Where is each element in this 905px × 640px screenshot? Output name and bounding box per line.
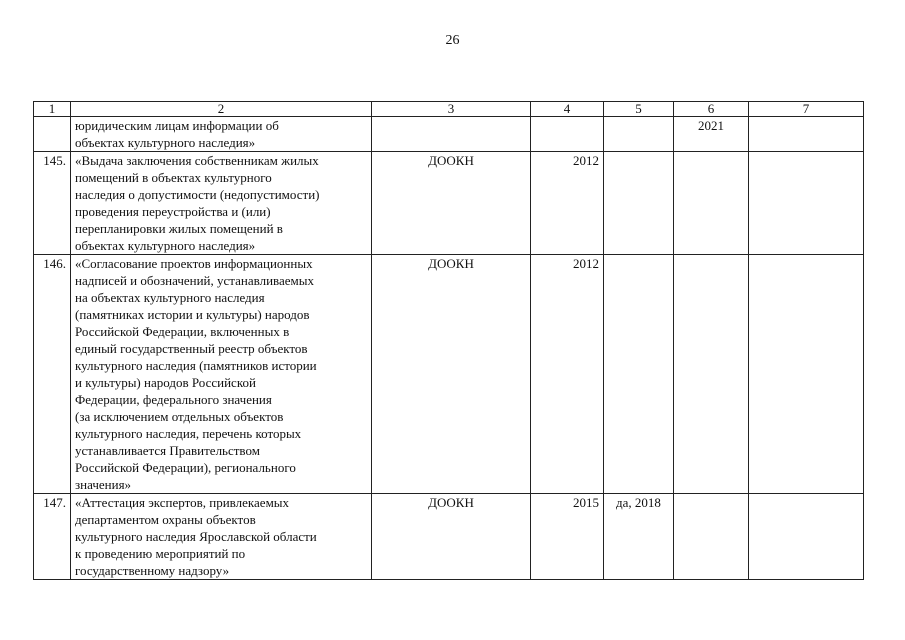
service-name-line: «Согласование проектов информационных	[75, 256, 313, 271]
col6-cell: 2021	[674, 117, 749, 152]
service-name-line: культурного наследия, перечень которых	[75, 426, 302, 441]
row-number: 146.	[34, 255, 71, 494]
service-name	[71, 117, 372, 152]
service-name-line: на объектах культурного наследия	[75, 290, 265, 305]
year-cell: 2012	[531, 152, 604, 255]
service-name-line: культурного наследия (памятников истории	[75, 358, 317, 373]
col5-cell	[604, 117, 674, 152]
service-name-line: помещений в объектах культурного	[75, 170, 272, 185]
service-name-line: (за исключением отдельных объектов	[75, 409, 284, 424]
service-name-line: культурного наследия Ярославской области	[75, 529, 317, 544]
year-cell: 2012	[531, 255, 604, 494]
service-name-line: департаментом охраны объектов	[75, 512, 256, 527]
organization-cell: ДООКН	[372, 494, 531, 580]
organization-cell	[372, 117, 531, 152]
page-number: 26	[445, 33, 460, 48]
service-name-line: и культуры) народов Российской	[75, 375, 256, 390]
services-table	[33, 101, 864, 580]
header-row	[34, 102, 864, 117]
service-name-line: Российской Федерации), регионального	[75, 460, 296, 475]
year-cell: 2015	[531, 494, 604, 580]
column-header: 6	[674, 102, 749, 117]
service-name-line: проведения переустройства и (или)	[75, 204, 271, 219]
service-name-line: устанавливается Правительством	[75, 443, 260, 458]
col5-cell	[604, 152, 674, 255]
col6-cell	[674, 255, 749, 494]
service-name-line: «Аттестация экспертов, привлекаемых	[75, 495, 290, 510]
col7-cell	[749, 117, 864, 152]
col5-cell: да, 2018	[604, 494, 674, 580]
row-number	[34, 117, 71, 152]
column-header: 3	[372, 102, 531, 117]
col6-cell	[674, 494, 749, 580]
service-name-line: надписей и обозначений, устанавливаемых	[75, 273, 314, 288]
year-cell	[531, 117, 604, 152]
service-name-line: юридическим лицам информации об	[75, 118, 279, 133]
service-name-line: государственному надзору»	[75, 563, 230, 578]
table-row	[34, 494, 864, 580]
col5-cell	[604, 255, 674, 494]
organization-cell: ДООКН	[372, 152, 531, 255]
col6-cell	[674, 152, 749, 255]
service-name	[71, 152, 372, 255]
service-name-line: перепланировки жилых помещений в	[75, 221, 283, 236]
col7-cell	[749, 255, 864, 494]
col7-cell	[749, 494, 864, 580]
service-name-line: Российской Федерации, включенных в	[75, 324, 290, 339]
col7-cell	[749, 152, 864, 255]
service-name-line: наследия о допустимости (недопустимости)	[75, 187, 320, 202]
service-name-line: единый государственный реестр объектов	[75, 341, 308, 356]
service-name-line: (памятниках истории и культуры) народов	[75, 307, 310, 322]
service-name-line: к проведению мероприятий по	[75, 546, 246, 561]
column-header: 1	[34, 102, 71, 117]
service-name	[71, 255, 372, 494]
service-name-line: «Выдача заключения собственникам жилых	[75, 153, 319, 168]
service-name-line: значения»	[75, 477, 132, 492]
column-header: 4	[531, 102, 604, 117]
column-header: 5	[604, 102, 674, 117]
column-header: 2	[71, 102, 372, 117]
service-name-line: объектах культурного наследия»	[75, 238, 256, 253]
organization-cell: ДООКН	[372, 255, 531, 494]
service-name	[71, 494, 372, 580]
service-name-line: Федерации, федерального значения	[75, 392, 272, 407]
table-row	[34, 255, 864, 494]
table-row	[34, 117, 864, 152]
column-header: 7	[749, 102, 864, 117]
row-number: 147.	[34, 494, 71, 580]
row-number: 145.	[34, 152, 71, 255]
table-row	[34, 152, 864, 255]
service-name-line: объектах культурного наследия»	[75, 135, 256, 150]
